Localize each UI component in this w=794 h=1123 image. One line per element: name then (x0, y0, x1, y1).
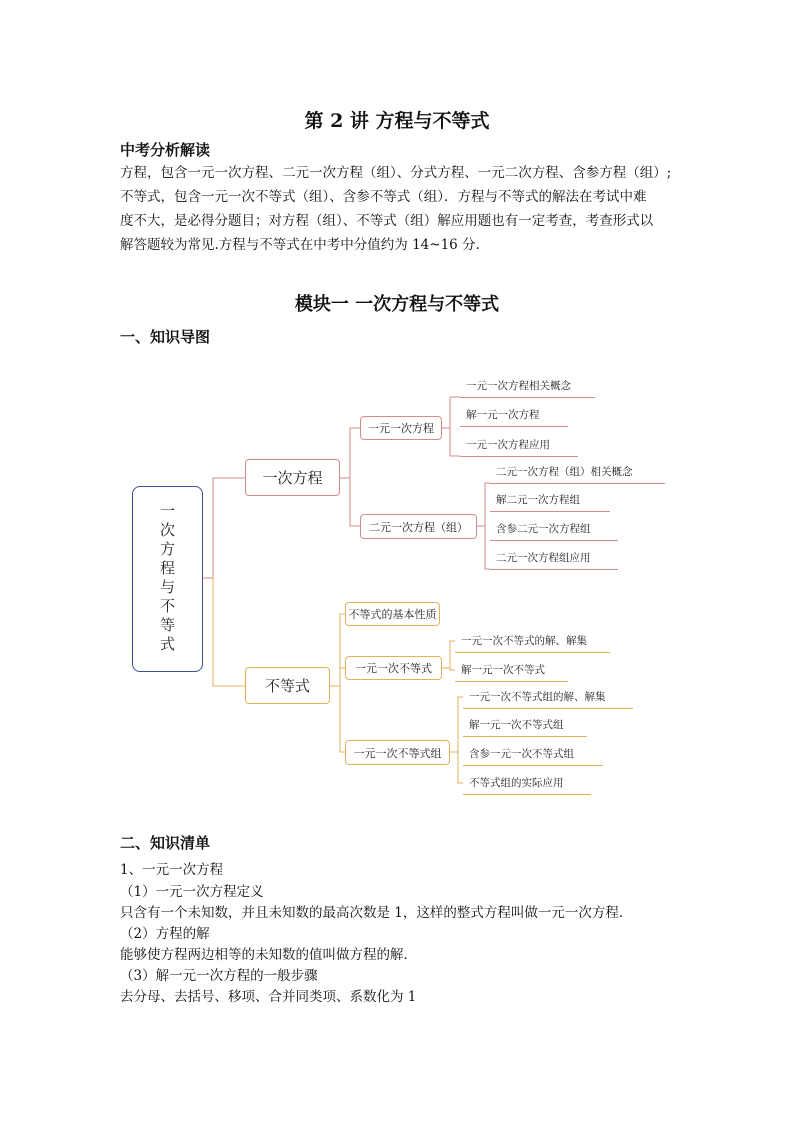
leaf-ineq1-solution-set: 一元一次不等式的解、解集 (455, 631, 610, 653)
list-item: 能够使方程两边相等的未知数的值叫做方程的解． (120, 947, 417, 963)
list-item: （2）方程的解 (120, 926, 210, 942)
page-title: 第 2 讲 方程与不等式 (304, 110, 490, 132)
module-title: 模块一 一次方程与不等式 (294, 294, 500, 315)
leaf-eq2-solve: 解二元一次方程组 (490, 490, 610, 512)
leaf-ineq2-param: 含参一元一次不等式组 (463, 744, 603, 766)
mind-map-root: 一次方程与不等式 (132, 486, 203, 672)
list-item: 1、一元一次方程 (120, 862, 224, 878)
leaf-ineq2-application: 不等式组的实际应用 (463, 773, 591, 795)
branch-linear-equation: 一次方程 (245, 459, 340, 496)
list-item: （3）解一元一次方程的一般步骤 (120, 968, 318, 984)
leaf-eq2-param: 含参二元一次方程组 (490, 519, 618, 541)
node-inequality-system: 一元一次不等式组 (345, 740, 450, 765)
section-knowledge-map: 一、知识导图 (120, 328, 211, 346)
leaf-ineq2-solve: 解一元一次不等式组 (463, 715, 587, 737)
analysis-line-3: 度不大，是必得分题目；对方程（组）、不等式（组）解应用题也有一定考查，考查形式以 (120, 213, 654, 229)
leaf-ineq1-solve: 解一元一次不等式 (455, 660, 568, 682)
analysis-heading: 中考分析解读 (120, 141, 211, 159)
node-two-var-equation: 二元一次方程（组） (360, 514, 477, 539)
node-one-var-equation: 一元一次方程 (360, 416, 442, 440)
leaf-eq2-concept: 二元一次方程（组）相关概念 (490, 462, 665, 484)
analysis-line-1: 方程，包含一元一次方程、二元一次方程（组）、分式方程、一元二次方程、含参方程（组）; (120, 165, 672, 181)
section-knowledge-list: 二、知识清单 (120, 834, 211, 852)
node-one-var-inequality: 一元一次不等式 (345, 656, 442, 680)
leaf-eq1-solve: 解一元一次方程 (460, 405, 568, 427)
leaf-eq1-application: 一元一次方程应用 (460, 435, 578, 457)
leaf-eq2-application: 二元一次方程组应用 (490, 548, 618, 570)
list-item: （1）一元一次方程定义 (120, 884, 264, 900)
analysis-line-4: 解答题较为常见.方程与不等式在中考中分值约为 14~16 分. (120, 237, 480, 253)
branch-inequality: 不等式 (245, 667, 330, 704)
knowledge-mind-map (120, 370, 680, 800)
node-inequality-properties: 不等式的基本性质 (345, 602, 440, 626)
leaf-ineq2-solution-set: 一元一次不等式组的解、解集 (463, 687, 633, 709)
list-item: 去分母、去括号、移项、合并同类项、系数化为 1 (120, 989, 417, 1005)
analysis-line-2: 不等式，包含一元一次不等式（组）、含参不等式（组）．方程与不等式的解法在考试中难 (120, 189, 647, 205)
list-item: 只含有一个未知数，并且未知数的最高次数是 1，这样的整式方程叫做一元一次方程． (120, 905, 633, 921)
leaf-eq1-concept: 一元一次方程相关概念 (460, 376, 595, 398)
